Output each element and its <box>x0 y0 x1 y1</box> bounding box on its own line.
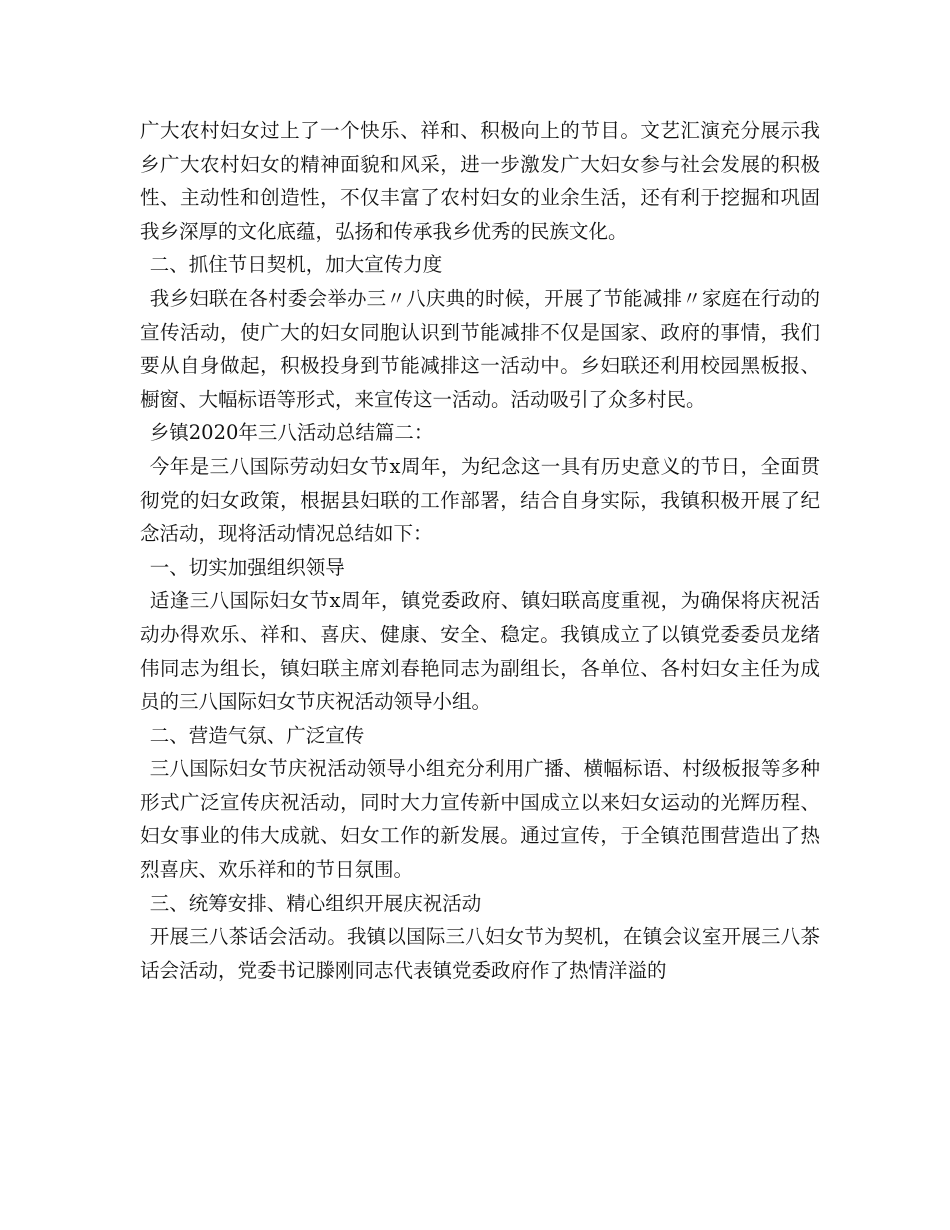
paragraph-publicity: 我乡妇联在各村委会举办三〃八庆典的时候，开展了节能减排〃家庭在行动的宣传活动，使广大的妇女同胞认识到节能减排不仅是国家、政府的事情，我们要从自身做起，积极投身到节能减排这一活动中。乡妇联还利用校园黑板报、橱窗、大幅标语等形式，来宣传这一活动。活动吸引了众多村民。 <box>140 286 820 411</box>
heading-organization: 一、切实加强组织领导 <box>149 555 345 579</box>
heading-part-two: 乡镇2020年三八活动总结篇二： <box>149 421 434 445</box>
heading-atmosphere: 二、营造气氛、广泛宣传 <box>149 723 365 747</box>
paragraph-organization: 适逢三八国际妇女节x周年，镇党委政府、镇妇联高度重视，为确保将庆祝活动办得欢乐、祥和、喜庆、健康、安全、稳定。我镇成立了以镇党委委员龙绪伟同志为组长，镇妇联主席刘春艳同志为副组长，各单位、各村妇女主任为成员的三八国际妇女节庆祝活动领导小组。 <box>140 589 820 714</box>
paragraph-1: 广大农村妇女过上了一个快乐、祥和、积极向上的节目。文艺汇演充分展示我乡广大农村妇女的精神面貌和风采，进一步激发广大妇女参与社会发展的积极性、主动性和创造性，不仅丰富了农村妇女的业余生活，还有利于挖掘和巩固我乡深厚的文化底蕴，弘扬和传承我乡优秀的民族文化。 <box>140 119 820 243</box>
paragraph-intro: 今年是三八国际劳动妇女节x周年，为纪念这一具有历史意义的节日，全面贯彻党的妇女政策，根据县妇联的工作部署，结合自身实际，我镇积极开展了纪念活动，现将活动情况总结如下： <box>140 454 820 546</box>
document-page <box>140 114 820 987</box>
paragraph-atmosphere: 三八国际妇女节庆祝活动领导小组充分利用广播、横幅标语、村级板报等多种形式广泛宣传庆祝活动，同时大力宣传新中国成立以来妇女运动的光辉历程、妇女事业的伟大成就、妇女工作的新发展。通过宣传，于全镇范围营造出了热烈喜庆、欢乐祥和的节日氛围。 <box>140 757 820 882</box>
heading-publicity: 二、抓住节日契机，加大宣传力度 <box>149 253 443 277</box>
paragraph-tea-party: 开展三八茶话会活动。我镇以国际三八妇女节为契机，在镇会议室开展三八茶话会活动，党委书记滕刚同志代表镇党委政府作了热情洋溢的 <box>140 925 820 982</box>
heading-activities: 三、统筹安排、精心组织开展庆祝活动 <box>149 891 482 915</box>
